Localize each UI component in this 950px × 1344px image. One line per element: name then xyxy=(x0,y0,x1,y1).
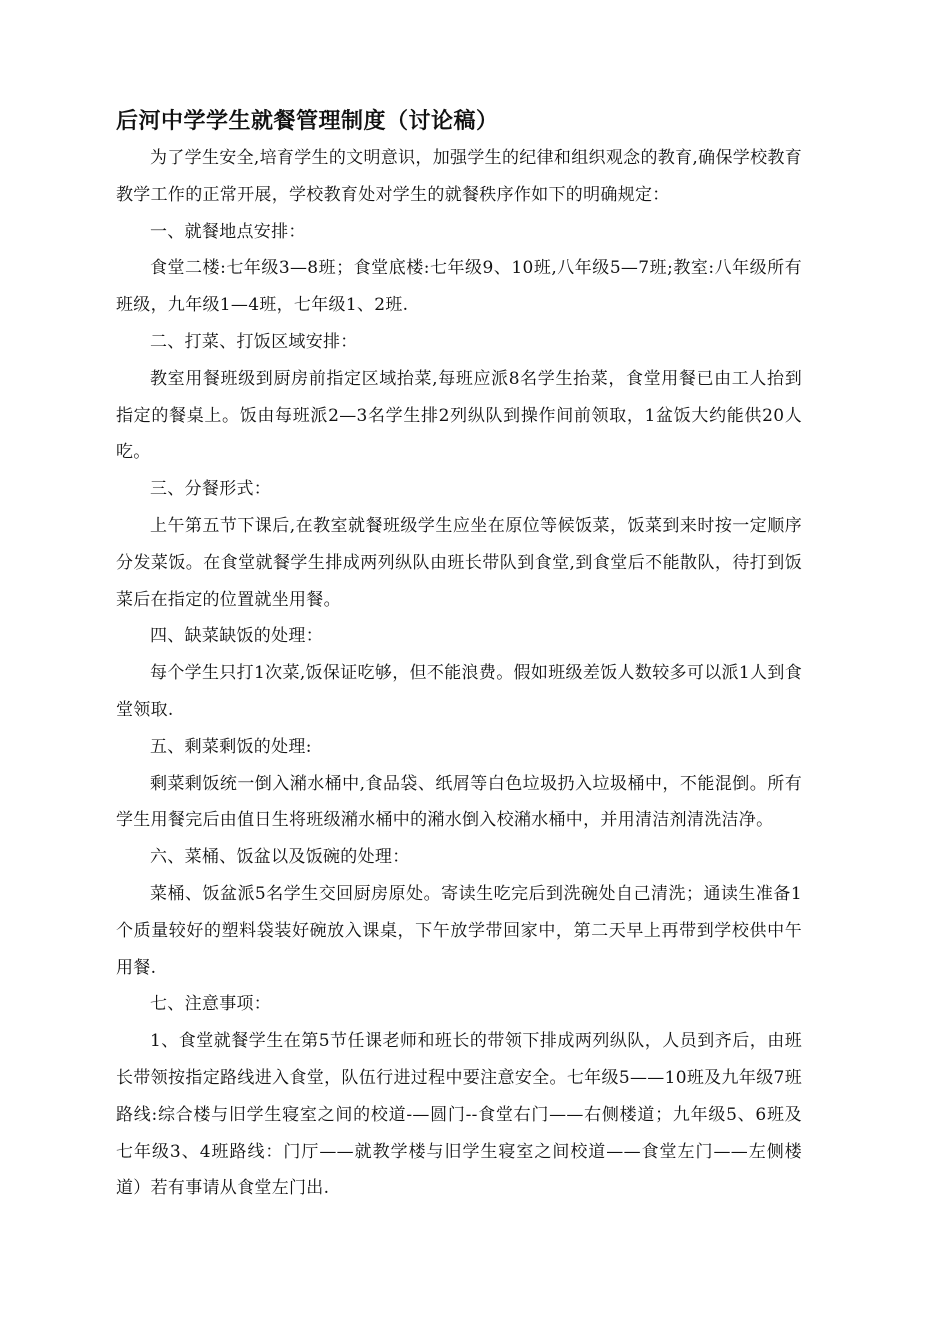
document-title: 后河中学学生就餐管理制度（讨论稿） xyxy=(116,109,499,134)
section-heading-5: 五、剩菜剩饭的处理: xyxy=(150,736,312,757)
section-heading-7: 七、注意事项： xyxy=(150,994,272,1015)
section-heading-1: 一、就餐地点安排： xyxy=(150,221,306,242)
section-body-1: 食堂二楼:七年级3—8班；食堂底楼:七年级9、10班,八年级5—7班;教室:八年级所有班级，九年级1—4班，七年级1、2班. xyxy=(116,258,802,316)
intro-paragraph: 为了学生安全,培育学生的文明意识，加强学生的纪律和组织观念的教育,确保学校教育教学工作的正常开展，学校教育处对学生的就餐秩序作如下的明确规定： xyxy=(116,148,802,205)
section-body-3: 上午第五节下课后,在教室就餐班级学生应坐在原位等候饭菜，饭菜到来时按一定顺序分发菜饭。在食堂就餐学生排成两列纵队由班长带队到食堂,到食堂后不能散队，待打到饭菜后在指定的位置就坐用餐。 xyxy=(116,515,802,610)
section-heading-4: 四、缺菜缺饭的处理： xyxy=(150,626,323,647)
section-body-6: 菜桶、饭盆派5名学生交回厨房原处。寄读生吃完后到洗碗处自己清洗；通读生准备1个质量较好的塑料袋装好碗放入课桌，下午放学带回家中，第二天早上再带到学校供中午用餐. xyxy=(116,883,802,978)
section-body-2: 教室用餐班级到厨房前指定区域抬菜,每班应派8名学生抬菜，食堂用餐已由工人抬到指定的餐桌上。饭由每班派2—3名学生排2列纵队到操作间前领取，1盆饭大约能供20人吃。 xyxy=(116,368,802,463)
section-body-4: 每个学生只打1次菜,饭保证吃够，但不能浪费。假如班级差饭人数较多可以派1人到食堂领取. xyxy=(116,663,802,720)
section-body-7: 1、食堂就餐学生在第5节任课老师和班长的带领下排成两列纵队，人员到齐后，由班长带领按指定路线进入食堂，队伍行进过程中要注意安全。七年级5——10班及九年级7班路线:综合楼与旧学生寝室之间的校道-—圆门--食堂右门——右侧楼道；九年级5、6班及七年级3、4班路线：门厅——就教学楼与旧学生寝室之间校道——食堂左门——左侧楼道）若有事请从食堂左门出. xyxy=(116,1031,802,1199)
section-heading-3: 三、分餐形式： xyxy=(150,479,272,500)
section-heading-2: 二、打菜、打饭区域安排： xyxy=(150,331,358,352)
section-heading-6: 六、菜桶、饭盆以及饭碗的处理： xyxy=(150,847,410,868)
document-page xyxy=(116,104,802,1207)
section-body-5: 剩菜剩饭统一倒入潲水桶中,食品袋、纸屑等白色垃圾扔入垃圾桶中，不能混倒。所有学生用餐完后由值日生将班级潲水桶中的潲水倒入校潲水桶中，并用清洁剂清洗洁净。 xyxy=(116,773,802,831)
